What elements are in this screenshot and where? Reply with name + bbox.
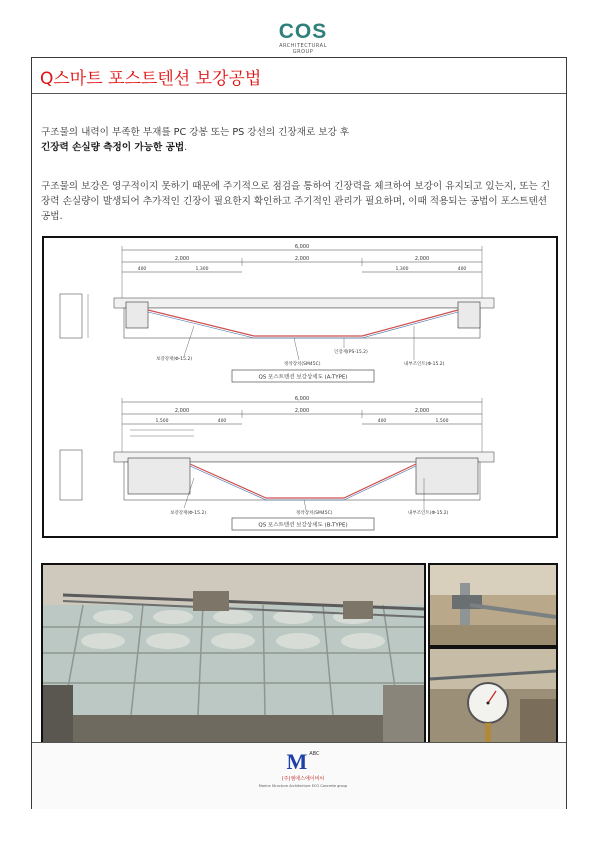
b-label-3: 내부조인트(Φ-15.2) — [408, 511, 449, 516]
logo-word: COS — [278, 20, 328, 43]
intro-paragraph — [41, 125, 551, 155]
b-dim-2: 2,000 — [294, 408, 310, 414]
a-sub-left-1: 400 — [137, 267, 147, 272]
title-band — [32, 58, 566, 94]
a-sub-right-1: 1,300 — [395, 267, 409, 272]
abc-label: ABC — [309, 751, 320, 757]
a-dim-2: 2,000 — [294, 256, 310, 262]
intro-line-2-end: . — [184, 142, 188, 153]
a-sub-left-2: 1,300 — [195, 267, 209, 272]
company-name: (주)엠에스에이비씨 — [281, 776, 325, 782]
a-caption: QS 포스트텐션 보강상세도 (A-TYPE) — [258, 374, 348, 381]
footer-band — [32, 742, 566, 809]
cos-logo — [268, 20, 338, 55]
a-label-4: 인장재(PS-15.2) — [334, 350, 368, 355]
a-slab — [114, 298, 494, 308]
detail-paragraph: 구조물의 보강은 영구적이지 못하기 때문에 주기적으로 점검을 통하여 긴장력을 체크하여 보강이 유지되고 있는지, 또는 긴장력 손실량이 발생되어 추가적인 긴장이 필요한지 확인하고 주기적인 관리가 필요하며, 이때 적용되는 공법이 포스트텐션 공법. — [41, 181, 551, 222]
a-total-dim: 6,000 — [294, 244, 310, 250]
b-section — [60, 450, 82, 500]
b-sub-right-1: 400 — [377, 419, 387, 424]
a-label-2: 정착장치(SM45C) — [284, 362, 321, 367]
b-dim-3: 2,000 — [414, 408, 430, 414]
a-dim-3: 2,000 — [414, 256, 430, 262]
tension-gauge-photo — [428, 647, 558, 747]
a-beam — [124, 308, 480, 338]
intro-line-2-bold: 긴장력 손실량 측정이 가능한 공법 — [41, 142, 185, 153]
b-sub-right-2: 1,500 — [435, 419, 449, 424]
logo-subtitle: ARCHITECTURAL GROUP — [279, 43, 327, 55]
b-sub-left-2: 400 — [217, 419, 227, 424]
b-type-detail — [60, 396, 494, 530]
a-dim-1: 2,000 — [174, 256, 190, 262]
intro-line-1: 구조물의 내력이 부족한 부재를 PC 강봉 또는 PS 강선의 긴장재로 보강 후 — [41, 127, 350, 138]
b-sub-left-1: 1,500 — [155, 419, 169, 424]
reinforcement-drawing — [42, 236, 558, 538]
a-sub-right-2: 400 — [457, 267, 467, 272]
document-frame — [31, 57, 567, 809]
page-title: Q스마트 포스트텐션 보강공법 — [40, 69, 262, 89]
b-label-1: 보강강재(Φ-15.2) — [170, 511, 207, 516]
m-logo-mark: M — [286, 749, 308, 774]
a-anchor-left — [126, 302, 148, 328]
b-label-2: 정착장치(SM45C) — [296, 511, 333, 516]
b-total-dim: 6,000 — [294, 396, 310, 402]
company-name-english: Marine Structure Architecture ECO Concrete group — [258, 784, 348, 788]
pipe-anchor-photo — [428, 563, 558, 647]
b-dim-1: 2,000 — [174, 408, 190, 414]
b-anchor-left — [128, 458, 190, 494]
b-anchor-right — [416, 458, 478, 494]
a-type-detail — [60, 244, 494, 382]
a-label-3: 내부조인트(Φ-15.2) — [404, 362, 445, 367]
a-section — [60, 294, 82, 338]
ceiling-installation-photo — [41, 563, 426, 747]
a-label-1: 보강강재(Φ-15.2) — [156, 357, 193, 362]
a-anchor-right — [458, 302, 480, 328]
b-caption: QS 포스트텐션 보강상세도 (B-TYPE) — [258, 522, 348, 529]
drawing-svg — [44, 238, 556, 536]
company-logo — [253, 751, 353, 801]
